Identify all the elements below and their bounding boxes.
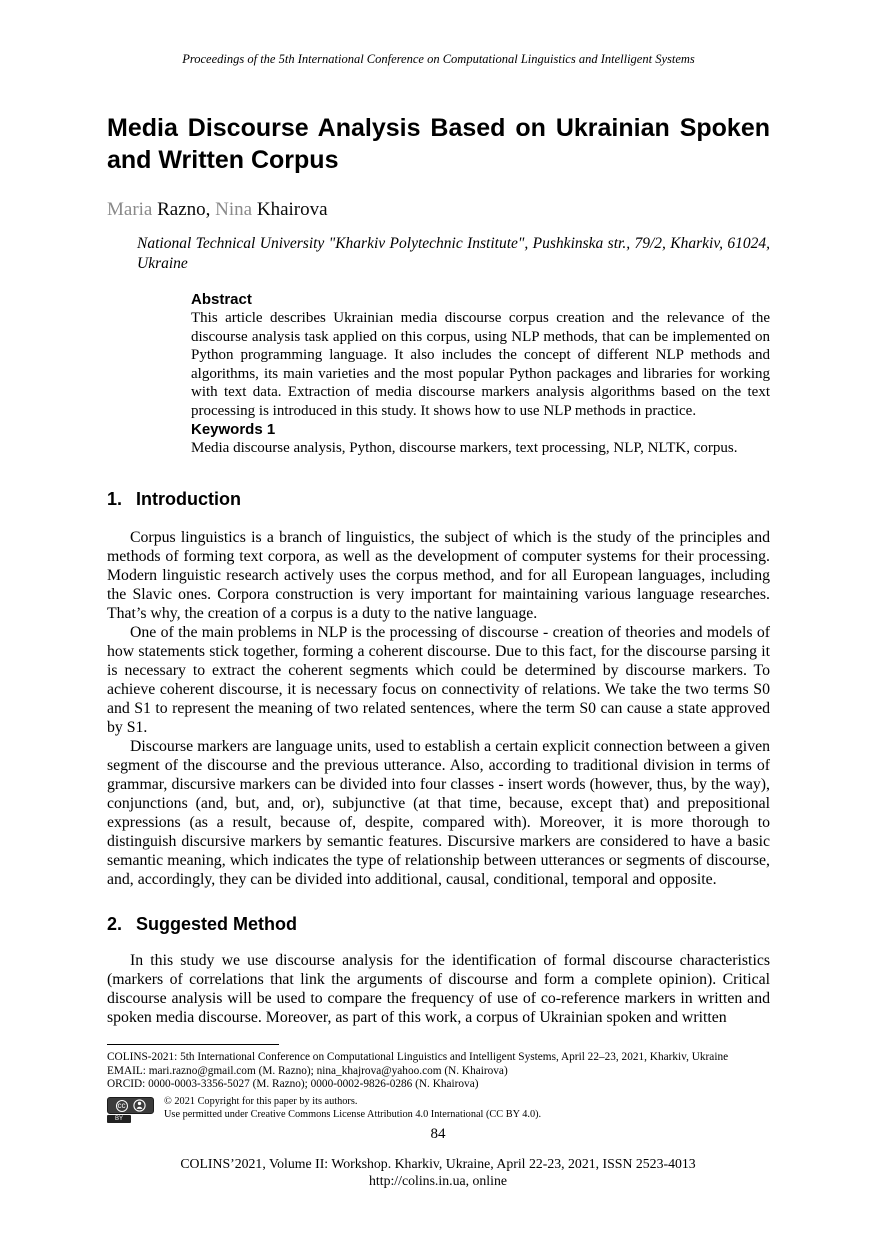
- author-2-given-name: Nina: [215, 199, 253, 220]
- paragraph: In this study we use discourse analysis for the identification of formal discourse characteristics (markers of correlations that link the arguments of discourse and form a complete opinion). Critical discourse analysis will be used to compare the frequency of use of co-reference markers in written and spoken media discourse. Moreover, as part of this work, a corpus of Ukrainian spoken and written: [107, 951, 770, 1026]
- footnote-orcid: ORCID: 0000-0003-3356-5027 (M. Razno); 0000-0002-9826-0286 (N. Khairova): [107, 1078, 479, 1091]
- page-content: [107, 0, 770, 1027]
- author-2-family-name: Khairova: [256, 199, 328, 220]
- footer-line-1: COLINS’2021, Volume II: Workshop. Kharkiv, Ukraine, April 22-23, 2021, ISSN 2523-4013: [180, 1156, 696, 1171]
- cc-badge-box: [107, 1097, 154, 1114]
- paragraph: Discourse markers are language units, used to establish a certain explicit connection between a given segment of the discourse and the previous utterance. Also, according to traditional division in terms of grammar, discursive markers can be divided into four classes - insert words (however, thus, by the way), conjunctions (and, but, and, or), subjunctive (at that time, because, except that) and prepositional expressions (as a result, because of, despite, compared with). Moreover, it is more thorough to distinguish discursive markers by semantic features. Discursive markers are considered to have a basic semantic meaning, which indicates the type of relationship between utterances or segments of discourse, and, accordingly, they can be divided into additional, causal, conditional, temporal and opposite.: [107, 737, 770, 888]
- paragraph: Corpus linguistics is a branch of linguistics, the subject of which is the study of the principles and methods of forming text corpora, as well as the development of computer systems for their processing. Modern linguistic research actively uses the corpus method, and for all European languages, including the Slavic ones. Corpora construction is very important for maintaining various language researches. That’s why, the creation of a corpus is a duty to the native language.: [107, 528, 770, 622]
- section-number: 1.: [107, 488, 123, 509]
- author-1-given-name: Maria: [107, 199, 153, 220]
- footnote-block: [107, 1044, 770, 1123]
- abstract-heading: Abstract: [191, 291, 252, 308]
- footnote-rule: [107, 1044, 279, 1045]
- license-row: [107, 1095, 770, 1124]
- footer-line-2: http://colins.in.ua, online: [369, 1173, 507, 1188]
- keywords-heading: Keywords 1: [191, 421, 276, 438]
- section-heading-suggested-method: [107, 913, 770, 935]
- page-footer: [0, 1155, 876, 1189]
- cc-by-badge: [107, 1095, 154, 1124]
- footnote-conference: COLINS-2021: 5th International Conference on Computational Linguistics and Intelligent Systems, April 22–23, 2021, Kharkiv, Ukraine: [107, 1051, 729, 1063]
- paragraph: One of the main problems in NLP is the processing of discourse - creation of theories and models of how statements stick together, forming a coherent discourse. Due to this fact, for the discourse parsing it is necessary to extract the coherent segments which could be determined by discourse markers. To achieve coherent discourse, it is necessary focus on connectivity of relations. We take the two terms S0 and S1 to represent the meaning of two related sentences, where the term S0 can cause a state approved by S1.: [107, 623, 770, 736]
- affiliation: National Technical University "Kharkiv Polytechnic Institute", Pushkinska str., 79/2, Kharkiv, 61024, Ukraine: [137, 235, 770, 272]
- keywords-text: Media discourse analysis, Python, discourse markers, text processing, NLP, NLTK, corpus.: [191, 440, 738, 456]
- license-text: [164, 1095, 541, 1121]
- person-icon: [133, 1099, 146, 1112]
- section-number: 2.: [107, 913, 123, 934]
- license-line-2: Use permitted under Creative Commons License Attribution 4.0 International (CC BY 4.0).: [164, 1108, 542, 1120]
- author-1-family-name: Razno,: [157, 199, 211, 220]
- abstract-section: [191, 290, 770, 458]
- page-number: 84: [430, 1126, 446, 1142]
- section-heading-introduction: [107, 488, 770, 510]
- paper-title: Media Discourse Analysis Based on Ukrainian Spoken and Written Corpus: [107, 114, 770, 174]
- section-title: Introduction: [136, 488, 241, 509]
- cc-icon: cc: [117, 1100, 126, 1110]
- cc-by-label: BY: [107, 1115, 131, 1123]
- running-head: Proceedings of the 5th International Conference on Computational Linguistics and Intelligent Systems: [182, 52, 695, 66]
- abstract-text: This article describes Ukrainian media discourse corpus creation and the relevance of the discourse analysis task applied on this corpus, using NLP methods, that can be implemented on Python programming language. It also includes the concept of different NLP methods and algorithms, its main varieties and the most popular Python packages and libraries for working with text data. Extraction of media discourse markers analysis algorithms based on the text processing is introduced in this study. It shows how to use NLP methods in practice.: [191, 310, 770, 419]
- section-title: Suggested Method: [136, 913, 298, 934]
- license-line-1: © 2021 Copyright for this paper by its authors.: [164, 1095, 358, 1107]
- authors-line: [107, 198, 770, 222]
- footnote-email: EMAIL: mari.razno@gmail.com (M. Razno); nina_khajrova@yahoo.com (N. Khairova): [107, 1064, 508, 1077]
